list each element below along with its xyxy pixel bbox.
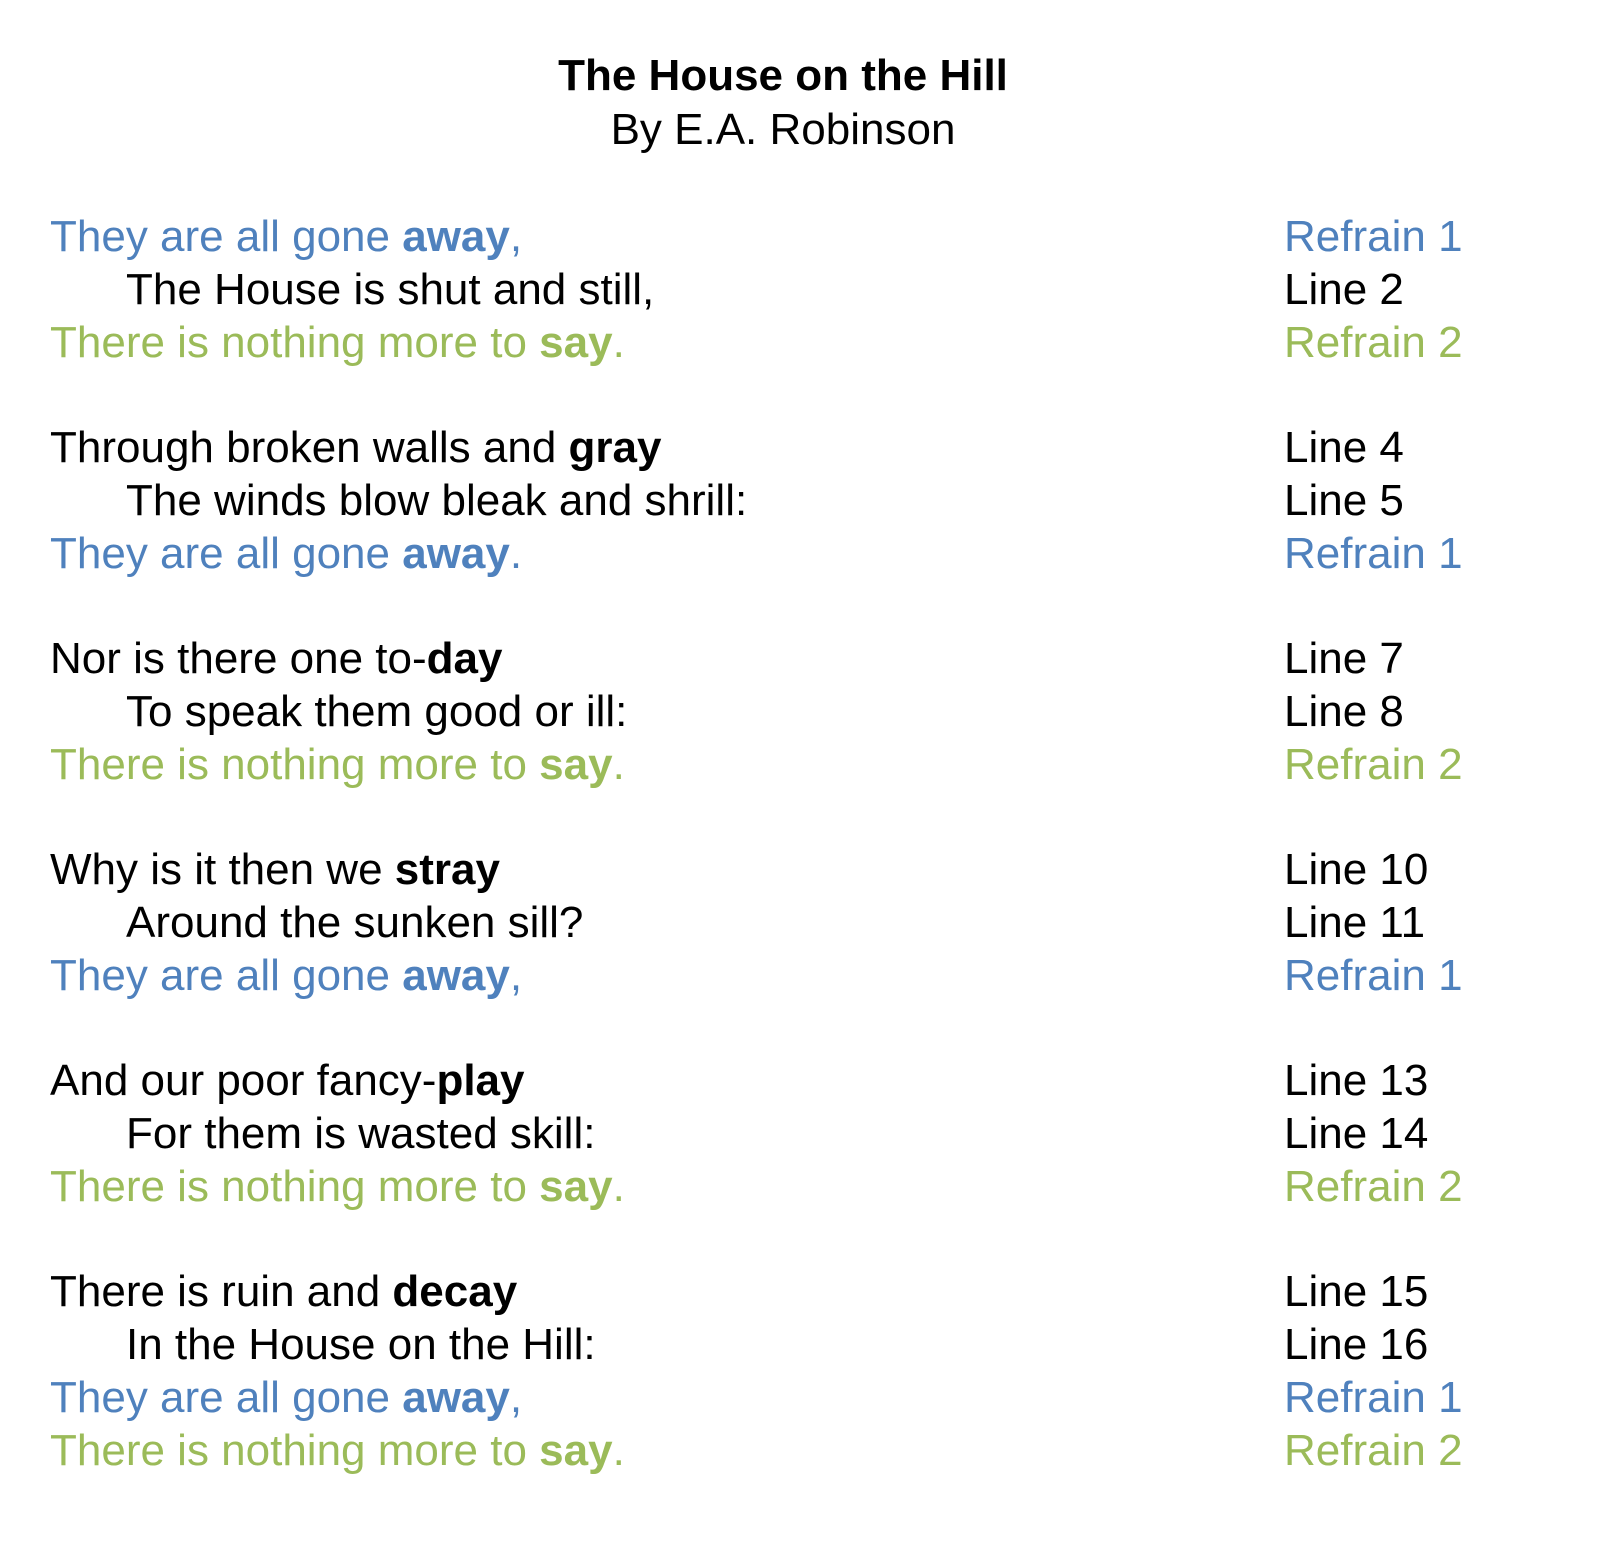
poem-line: [0, 210, 1600, 263]
verse-text-plain: And our poor fancy-: [50, 1056, 437, 1105]
verse-text: [126, 896, 583, 949]
line-label: Refrain 2: [1284, 1162, 1463, 1211]
poem-line: [0, 527, 1600, 580]
line-label: Line 11: [1284, 898, 1426, 947]
line-label: Refrain 1: [1284, 529, 1463, 578]
rhyme-word: play: [436, 1056, 525, 1105]
line-label: Line 4: [1284, 423, 1404, 472]
line-label: Refrain 1: [1284, 1373, 1463, 1422]
verse-text-plain: To speak them good or ill:: [126, 687, 628, 736]
line-label: Line 14: [1284, 1109, 1429, 1158]
poem-line: [0, 1424, 1600, 1477]
refrain-text: [50, 1371, 522, 1424]
poem-line: [0, 1265, 1600, 1318]
line-label: Line 13: [1284, 1056, 1429, 1105]
rhyme-word: gray: [568, 423, 662, 472]
verse-punctuation: ,: [509, 951, 523, 1000]
poem-line: [0, 843, 1600, 896]
rhyme-word: stray: [394, 845, 500, 894]
verse-punctuation: ,: [509, 1373, 523, 1422]
line-label: Line 10: [1284, 845, 1429, 894]
rhyme-word: say: [539, 318, 613, 367]
verse-text: [126, 263, 654, 316]
poem-line: [0, 1160, 1600, 1213]
poem-line: [0, 1318, 1600, 1371]
verse-punctuation: .: [612, 1426, 625, 1475]
rhyme-word: say: [539, 740, 613, 789]
verse-text-plain: There is nothing more to: [50, 318, 540, 367]
refrain-text: [50, 738, 625, 791]
line-label: Refrain 2: [1284, 740, 1463, 789]
stanza: [0, 421, 1600, 580]
verse-text-plain: Why is it then we: [50, 845, 395, 894]
verse-text-plain: Around the sunken sill?: [126, 898, 584, 947]
verse-text-plain: There is nothing more to: [50, 1162, 540, 1211]
verse-text-plain: There is nothing more to: [50, 740, 540, 789]
poem-line: [0, 316, 1600, 369]
verse-text: [50, 1054, 525, 1107]
poem-line: [0, 896, 1600, 949]
rhyme-word: away: [402, 951, 510, 1000]
poem-line: [0, 1107, 1600, 1160]
verse-text-plain: They are all gone: [50, 529, 403, 578]
poem-line: [0, 263, 1600, 316]
verse-text: [50, 1265, 517, 1318]
line-label: Refrain 1: [1284, 951, 1463, 1000]
verse-text: [50, 632, 502, 685]
rhyme-word: away: [402, 529, 510, 578]
poem-author: By E.A. Robinson: [610, 105, 956, 154]
verse-text-plain: There is nothing more to: [50, 1426, 540, 1475]
refrain-text: [50, 1160, 625, 1213]
verse-text: [50, 421, 661, 474]
refrain-text: [50, 210, 522, 263]
rhyme-word: away: [402, 1373, 510, 1422]
verse-text-plain: The House is shut and still,: [126, 265, 655, 314]
poem-body: [0, 210, 1600, 1529]
verse-text-plain: For them is wasted skill:: [126, 1109, 596, 1158]
verse-text-plain: They are all gone: [50, 951, 403, 1000]
poem-title: The House on the Hill: [558, 51, 1008, 100]
rhyme-word: say: [539, 1162, 613, 1211]
refrain-text: [50, 1424, 625, 1477]
stanza: [0, 632, 1600, 791]
verse-punctuation: ,: [509, 212, 523, 261]
stanza: [0, 1265, 1600, 1477]
verse-text-plain: Through broken walls and: [50, 423, 569, 472]
line-label: Line 7: [1284, 634, 1404, 683]
poem-line: [0, 421, 1600, 474]
rhyme-word: say: [539, 1426, 613, 1475]
verse-text-plain: In the House on the Hill:: [126, 1320, 596, 1369]
verse-text: [126, 1107, 595, 1160]
rhyme-word: away: [402, 212, 510, 261]
verse-punctuation: .: [612, 1162, 625, 1211]
poem-line: [0, 474, 1600, 527]
poem-line: [0, 1371, 1600, 1424]
rhyme-word: decay: [392, 1267, 518, 1316]
poem-line: [0, 738, 1600, 791]
refrain-text: [50, 949, 522, 1002]
line-label: Refrain 2: [1284, 1426, 1463, 1475]
poem-line: [0, 685, 1600, 738]
verse-text-plain: The winds blow bleak and shrill:: [126, 476, 748, 525]
poem-line: [0, 949, 1600, 1002]
rhyme-word: day: [426, 634, 503, 683]
stanza: [0, 843, 1600, 1002]
poem-line: [0, 1054, 1600, 1107]
line-label: Line 8: [1284, 687, 1404, 736]
line-label: Line 16: [1284, 1320, 1429, 1369]
verse-text: [126, 685, 627, 738]
verse-text-plain: They are all gone: [50, 212, 403, 261]
line-label: Refrain 1: [1284, 212, 1463, 261]
stanza: [0, 1054, 1600, 1213]
line-label: Refrain 2: [1284, 318, 1463, 367]
line-label: Line 2: [1284, 265, 1404, 314]
verse-punctuation: .: [509, 529, 523, 578]
verse-text-plain: Nor is there one to-: [50, 634, 427, 683]
stanza: [0, 210, 1600, 369]
verse-punctuation: .: [612, 318, 625, 367]
verse-text-plain: They are all gone: [50, 1373, 403, 1422]
line-label: Line 5: [1284, 476, 1404, 525]
verse-text-plain: There is ruin and: [50, 1267, 393, 1316]
verse-punctuation: .: [612, 740, 625, 789]
refrain-text: [50, 316, 625, 369]
poem-line: [0, 632, 1600, 685]
verse-text: [50, 843, 500, 896]
refrain-text: [50, 527, 522, 580]
line-label: Line 15: [1284, 1267, 1429, 1316]
verse-text: [126, 1318, 596, 1371]
verse-text: [126, 474, 747, 527]
